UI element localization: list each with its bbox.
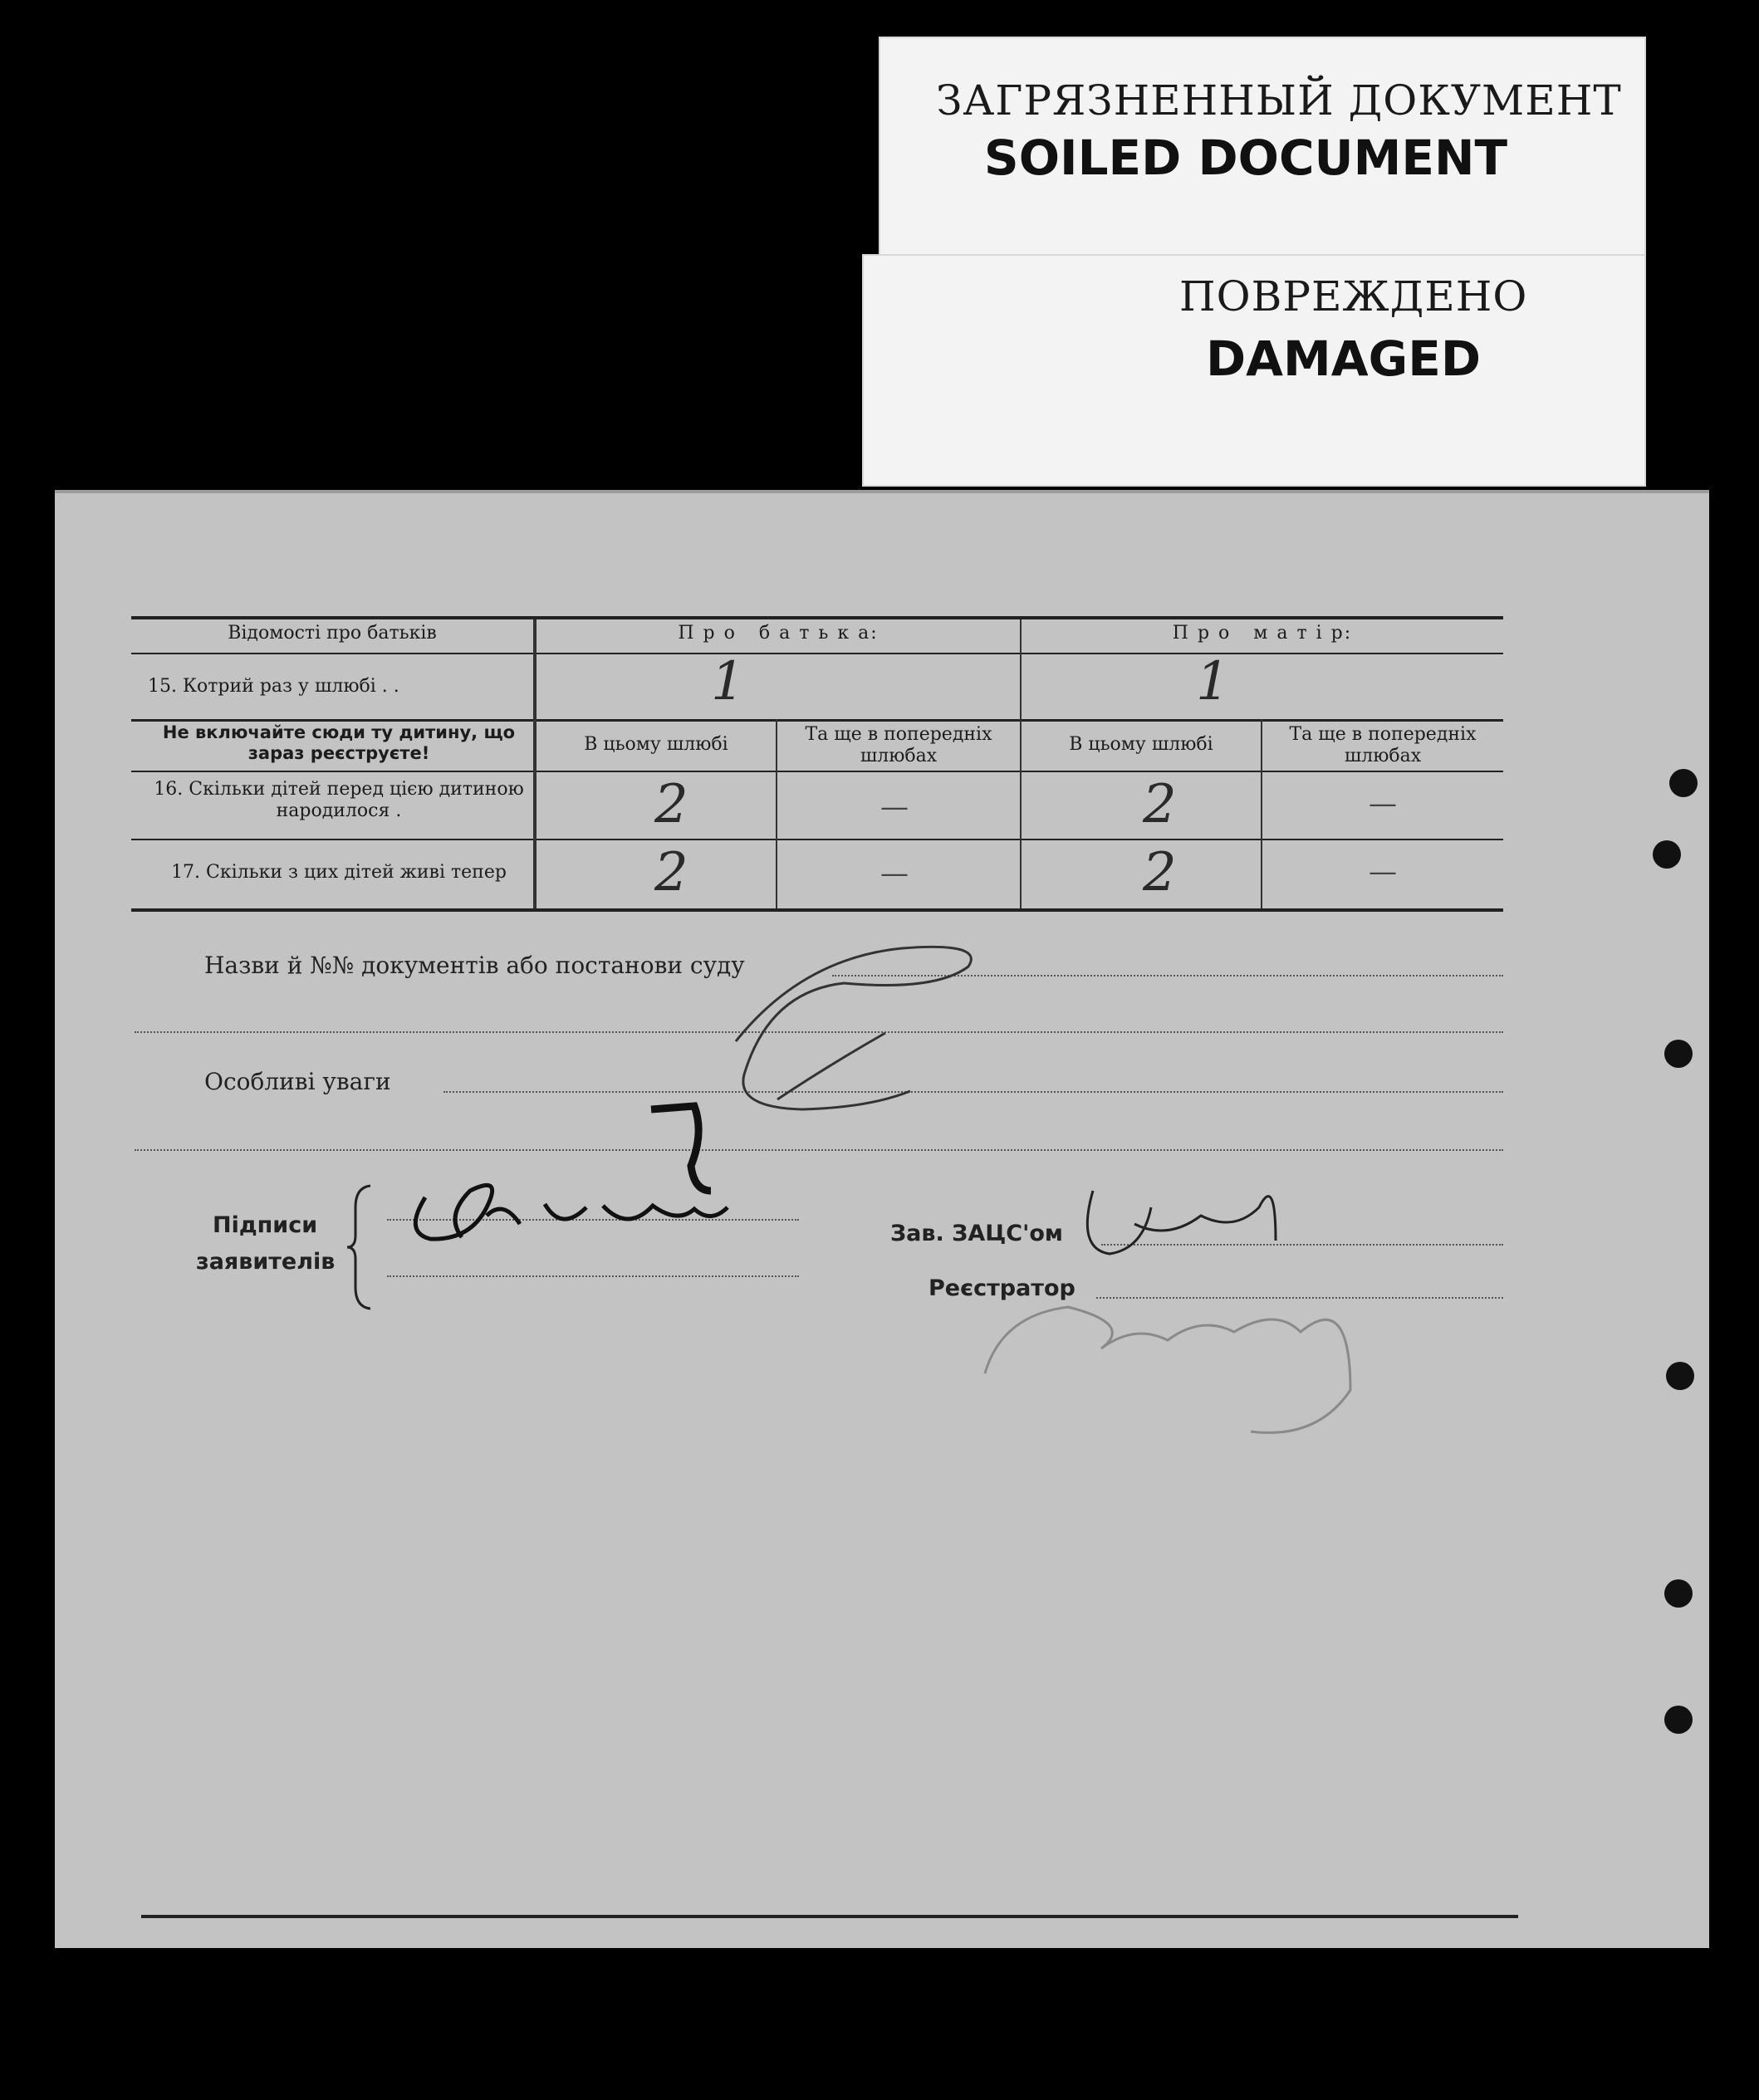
header-about-father: П р о б а т ь к а:	[678, 623, 879, 644]
row16-father-prev: —	[880, 791, 909, 824]
header-about-mother: П р о м а т і р:	[1172, 623, 1353, 644]
row16-mother-this: 2	[1143, 774, 1177, 835]
row17-mother-prev: —	[1369, 855, 1397, 888]
remarks-label: Особливі уваги	[204, 1068, 391, 1095]
punch-hole	[1664, 1706, 1693, 1734]
registrar-signature	[985, 1307, 1350, 1432]
registrar-label: Реєстратор	[928, 1275, 1075, 1301]
head-label: Зав. ЗАЦС'ом	[890, 1221, 1063, 1246]
row17-mother-this: 2	[1143, 842, 1177, 903]
header-parents-info: Відомості про батьків	[228, 623, 437, 644]
damaged-document-label	[862, 254, 1646, 487]
blank-field-stroke	[736, 947, 971, 1109]
head-signature	[1087, 1191, 1276, 1254]
row17-father-prev: —	[880, 857, 909, 890]
punch-hole	[1664, 1579, 1693, 1608]
row15-mother-value: 1	[1196, 651, 1230, 712]
soiled-document-label	[879, 37, 1646, 265]
punch-hole	[1666, 1362, 1694, 1390]
row16-father-this: 2	[654, 774, 688, 835]
document-sheet	[55, 490, 1709, 1948]
damaged-label-ru: ПОВРЕЖДЕНО	[1179, 272, 1528, 321]
row15-father-value: 1	[711, 651, 745, 712]
punch-hole	[1653, 840, 1681, 869]
row16-mother-prev: —	[1369, 787, 1397, 820]
applicants-label-1: Підписи	[213, 1212, 318, 1238]
handwriting-overlay	[55, 493, 1709, 1948]
applicant-signature	[415, 1185, 728, 1239]
row17-father-this: 2	[654, 842, 688, 903]
punch-hole	[1669, 769, 1698, 797]
row16-label: 16. Скільки дітей перед цією дитиною народилося .	[154, 779, 524, 821]
applicants-label-2: заявителів	[196, 1249, 336, 1275]
applicant-mark	[651, 1106, 711, 1191]
subheader-mother-this-marriage: В цьому шлюбі	[1069, 734, 1213, 755]
subheader-father-previous: Та ще в попередніх шлюбах	[805, 724, 992, 766]
subheader-note: Не включайте сюди ту дитину, що зараз реєструєте!	[162, 722, 516, 763]
row17-label: 17. Скільки з цих дітей живі тепер	[171, 862, 507, 883]
soiled-label-ru: ЗАГРЯЗНЕННЫЙ ДОКУМЕНТ	[936, 76, 1622, 125]
row15-label: 15. Котрий раз у шлюбі . .	[148, 676, 399, 697]
bottom-rule	[141, 1915, 1518, 1918]
subheader-mother-previous: Та ще в попередніх шлюбах	[1289, 724, 1477, 766]
soiled-label-en: SOILED DOCUMENT	[983, 130, 1508, 186]
documents-label: Назви й №№ документів або постанови суду	[204, 952, 745, 979]
damaged-label-en: DAMAGED	[1206, 330, 1482, 387]
subheader-father-this-marriage: В цьому шлюбі	[584, 734, 728, 755]
punch-hole	[1664, 1040, 1693, 1068]
